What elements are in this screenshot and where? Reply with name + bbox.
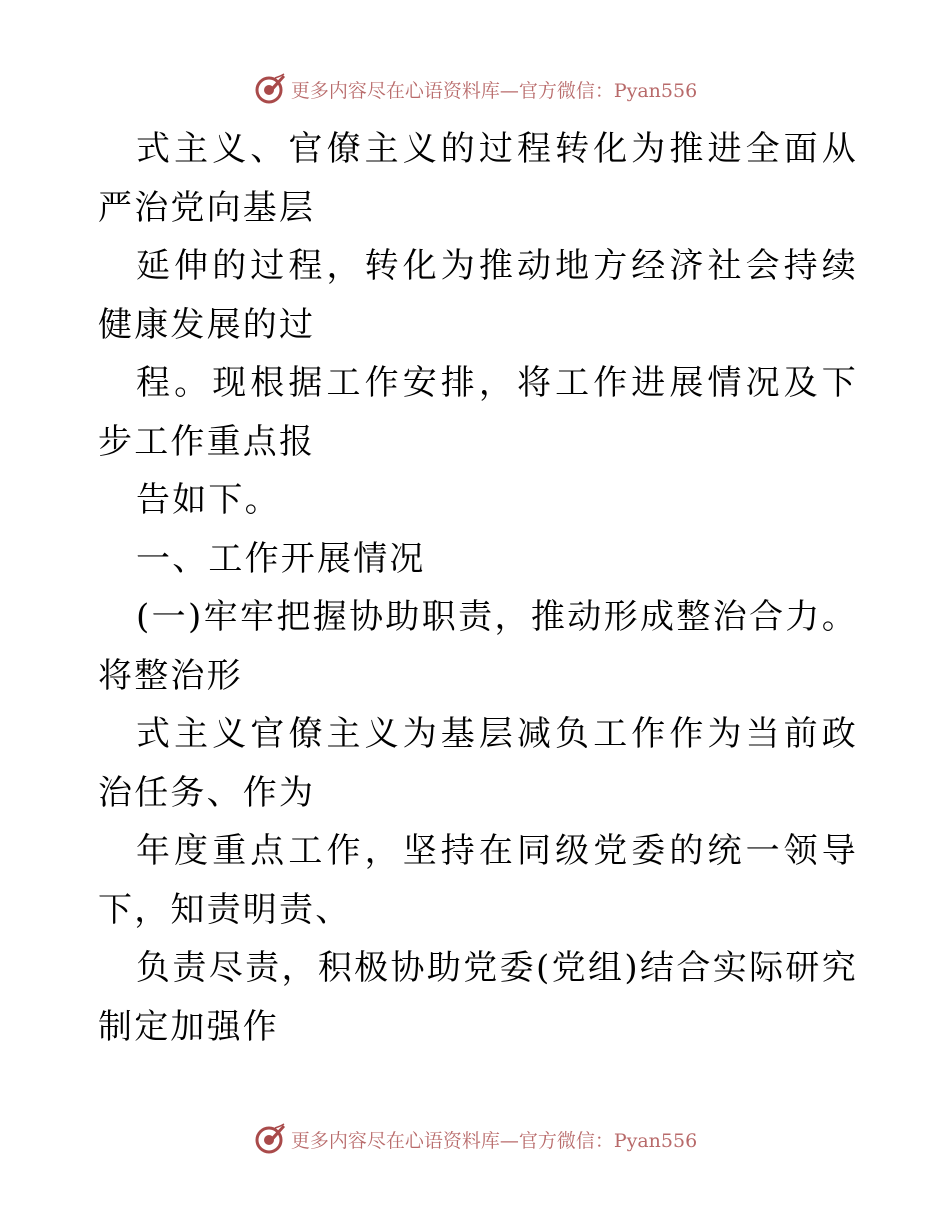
paragraph-5: (一)牢牢把握协助职责，推动形成整治合力。将整治形 (98, 597, 858, 696)
paragraph-3: 程。现根据工作安排，将工作进展情况及下步工作重点报 (98, 363, 858, 462)
paragraph-8: 负责尽责，积极协助党委(党组)结合实际研究制定加强作 (98, 948, 858, 1047)
paragraph-2: 延伸的过程，转化为推动地方经济社会持续健康发展的过 (98, 246, 858, 345)
paragraph-4: 告如下。 (136, 480, 281, 520)
header-watermark (0, 72, 950, 106)
paragraph-7: 年度重点工作，坚持在同级党委的统一领导下，知责明责、 (98, 831, 858, 930)
header-watermark-text: 更多内容尽在心语资料库—官方微信：Pyan556 (290, 79, 698, 102)
footer-watermark (0, 1122, 950, 1156)
footer-watermark-text: 更多内容尽在心语资料库—官方微信：Pyan556 (290, 1129, 698, 1152)
document-body (98, 120, 858, 1056)
quill-logo-icon (253, 1122, 287, 1156)
paragraph-6: 式主义官僚主义为基层减负工作作为当前政治任务、作为 (98, 714, 858, 813)
paragraph-1: 式主义、官僚主义的过程转化为推进全面从严治党向基层 (98, 129, 858, 228)
quill-logo-icon (253, 72, 287, 106)
section-heading: 一、工作开展情况 (136, 538, 426, 579)
